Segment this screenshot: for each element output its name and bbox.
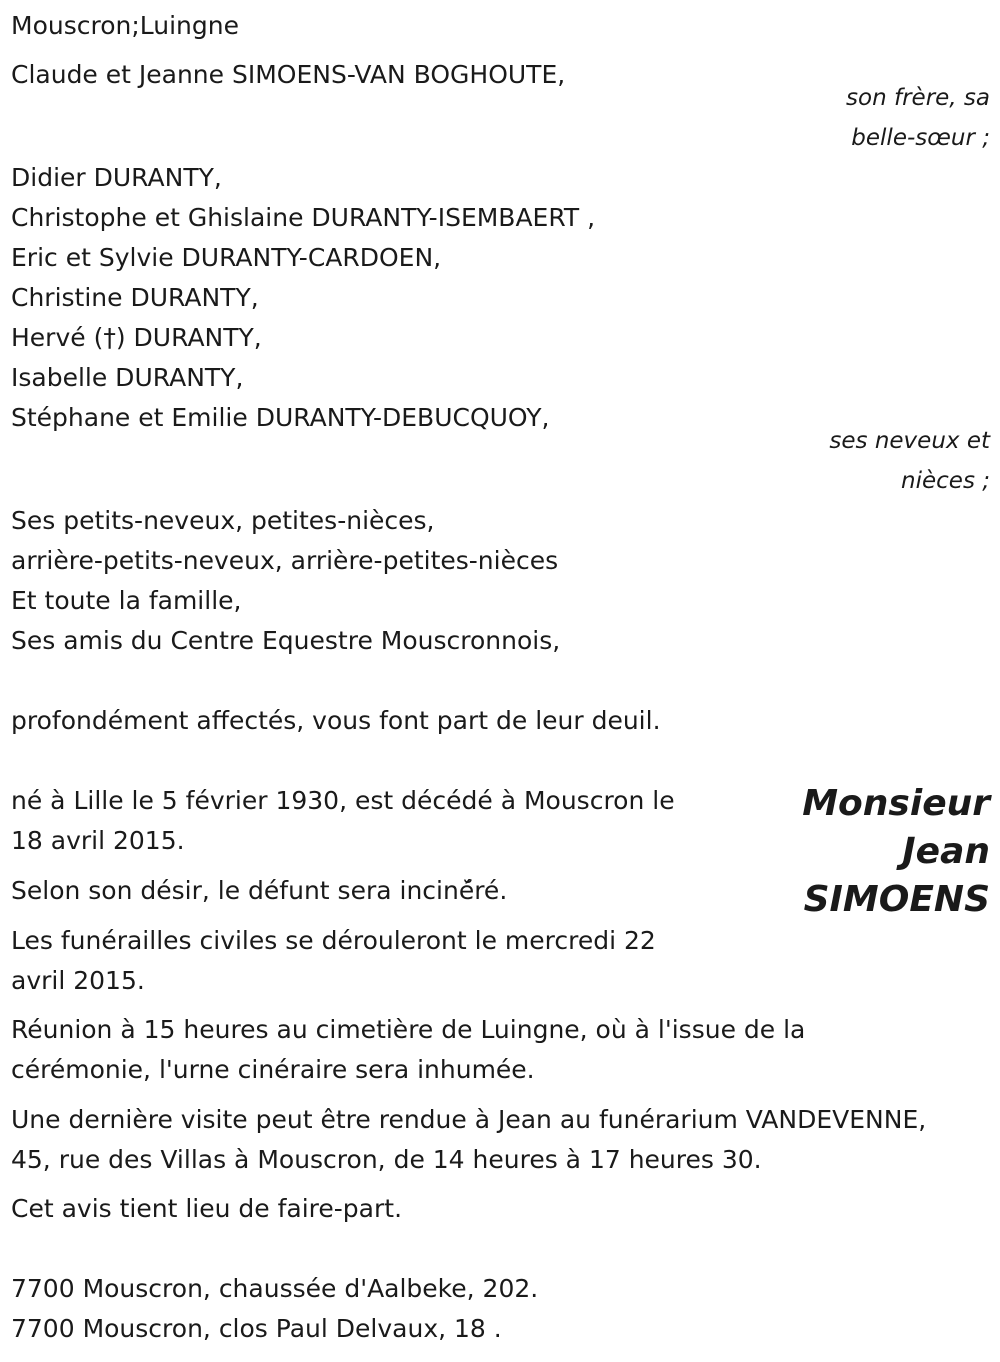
sibling-names: Claude et Jeanne SIMOENS-VAN BOGHOUTE, (11, 60, 566, 89)
nephews-relation-line1: ses neveux et (829, 428, 990, 454)
sibling-relation-line1: son frère, sa (846, 85, 990, 111)
deceased-name (802, 780, 990, 924)
nephew-line: Stéphane et Emilie DURANTY-DEBUCQUOY, (11, 403, 550, 432)
other-family-line: arrière-petits-neveux, arrière-petites-nièces (11, 546, 559, 575)
header-place: Mouscron;Luingne (11, 11, 239, 40)
deceased-first-name: Jean (902, 831, 990, 872)
nephew-line: Hervé (†) DURANTY, (11, 323, 262, 352)
cremation-wish: Selon son désir, le défunt sera inciné̆ré. (11, 876, 508, 905)
visit-line2: 45, rue des Villas à Mouscron, de 14 heures à 17 heures 30. (11, 1145, 762, 1174)
birth-death-line2: 18 avril 2015. (11, 826, 185, 855)
deceased-last-name: SIMOENS (803, 879, 990, 920)
meeting-line2: cérémonie, l'urne cinéraire sera inhumée. (11, 1055, 535, 1084)
address-line: 7700 Mouscron, chaussée d'Aalbeke, 202. (11, 1274, 539, 1303)
other-family-line: Et toute la famille, (11, 586, 242, 615)
birth-death-line1: né à Lille le 5 février 1930, est décédé à Mouscron le (11, 786, 675, 815)
announcement: profondément affectés, vous font part de leur deuil. (11, 706, 661, 735)
nephew-line: Isabelle DURANTY, (11, 363, 244, 392)
meeting-line1: Réunion à 15 heures au cimetière de Luingne, où à l'issue de la (11, 1015, 806, 1044)
nephew-line: Christine DURANTY, (11, 283, 259, 312)
funeral-line1: Les funérailles civiles se dérouleront le mercredi 22 (11, 926, 656, 955)
notice: Cet avis tient lieu de faire-part. (11, 1194, 403, 1223)
deceased-title: Monsieur (802, 783, 990, 824)
nephews-relation-line2: nièces ; (901, 468, 990, 494)
nephew-line: Christophe et Ghislaine DURANTY-ISEMBAERT , (11, 203, 596, 232)
other-family-line: Ses amis du Centre Equestre Mouscronnois, (11, 626, 561, 655)
other-family-line: Ses petits-neveux, petites-nièces, (11, 506, 435, 535)
funeral-line2: avril 2015. (11, 966, 145, 995)
address-line: 7700 Mouscron, clos Paul Delvaux, 18 . (11, 1314, 502, 1343)
visit-line1: Une dernière visite peut être rendue à Jean au funérarium VANDEVENNE, (11, 1105, 927, 1134)
sibling-relation-line2: belle-sœur ; (851, 125, 990, 151)
nephew-line: Didier DURANTY, (11, 163, 222, 192)
nephew-line: Eric et Sylvie DURANTY-CARDOEN, (11, 243, 442, 272)
